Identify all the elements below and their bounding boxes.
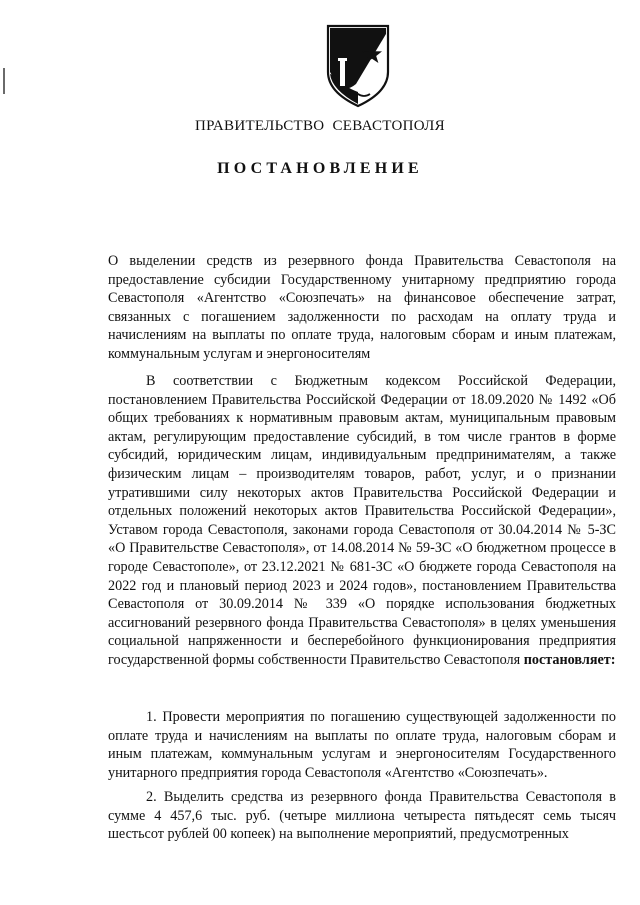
decree-word: постановляет: <box>523 651 616 668</box>
resolution-item-1: 1. Провести мероприятия по погашению существующей задолженности по оплате труда и начислениям на выплаты по оплате труда, налоговым сборам и иным платежам, коммунальным услугам и энергоносителям Государственного унитарного предприятия города Севастополя «Агентство «Союзпечать». <box>108 709 616 781</box>
sevastopol-coat-of-arms-icon <box>322 20 394 110</box>
document-type: ПОСТАНОВЛЕНИЕ <box>217 160 423 177</box>
scan-margin-mark <box>3 68 5 94</box>
preamble-text: В соответствии с Бюджетным кодексом Российской Федерации, постановлением Правительства Российской Федерации от 18.09.2020 № 1492 «Об общих требованиях к нормативным правовым актам, муниципальным правовым актам, регулирующим предоставление субсидий, в том числе грантов в форме субсидий, юридическим лицам, индивидуальным предпринимателям, а также физическим лицам – производителям товаров, работ, услуг, и о признании утратившими силу некоторых актов Правительства Российской Федерации и отдельных положений некоторых актов Правительства Российской Федерации», Уставом города Севастополя, законами города Севастополя от 30.04.2014 № 5-ЗС «О Правительстве Севастополя», от 14.08.2014 № 59-ЗС «О бюджетном процессе в городе Севастополе», от 23.12.2021 № 681-ЗС «О бюджете города Севастополя на 2022 год и плановый период 2023 и 2024 годов», постановлением Правительства Севастополя от 30.09.2014 № 339 «О порядке использования бюджетных ассигнований резервного фонда Правительства Севастополя» в целях уменьшения социальной напряженности и бесперебойного функционирования предприятия государственной формы собственности Правительство Севастополя <box>108 373 616 668</box>
document-title: О выделении средств из резервного фонда Правительства Севастополя на предоставление субсидии Государственному унитарному предприятию города Севастополя «Агентство «Союзпечать» на финансовое обеспечение затрат, связанных с погашением задолженности по расходам на оплату труда и начислениям на выплаты по оплате труда, налоговым сборам и иным платежам, коммунальным услугам и энергоносителям <box>108 253 616 362</box>
preamble-paragraph <box>108 372 616 670</box>
resolution-item-2: 2. Выделить средства из резервного фонда Правительства Севастополя в сумме 4 457,6 тыс. руб. (четыре миллиона четыреста пятьдесят семь тысяч шестьсот рублей 00 копеек) на выполнение мероприятий, предусмотренных <box>108 789 616 843</box>
organization-name: ПРАВИТЕЛЬСТВО СЕВАСТОПОЛЯ <box>195 118 445 134</box>
